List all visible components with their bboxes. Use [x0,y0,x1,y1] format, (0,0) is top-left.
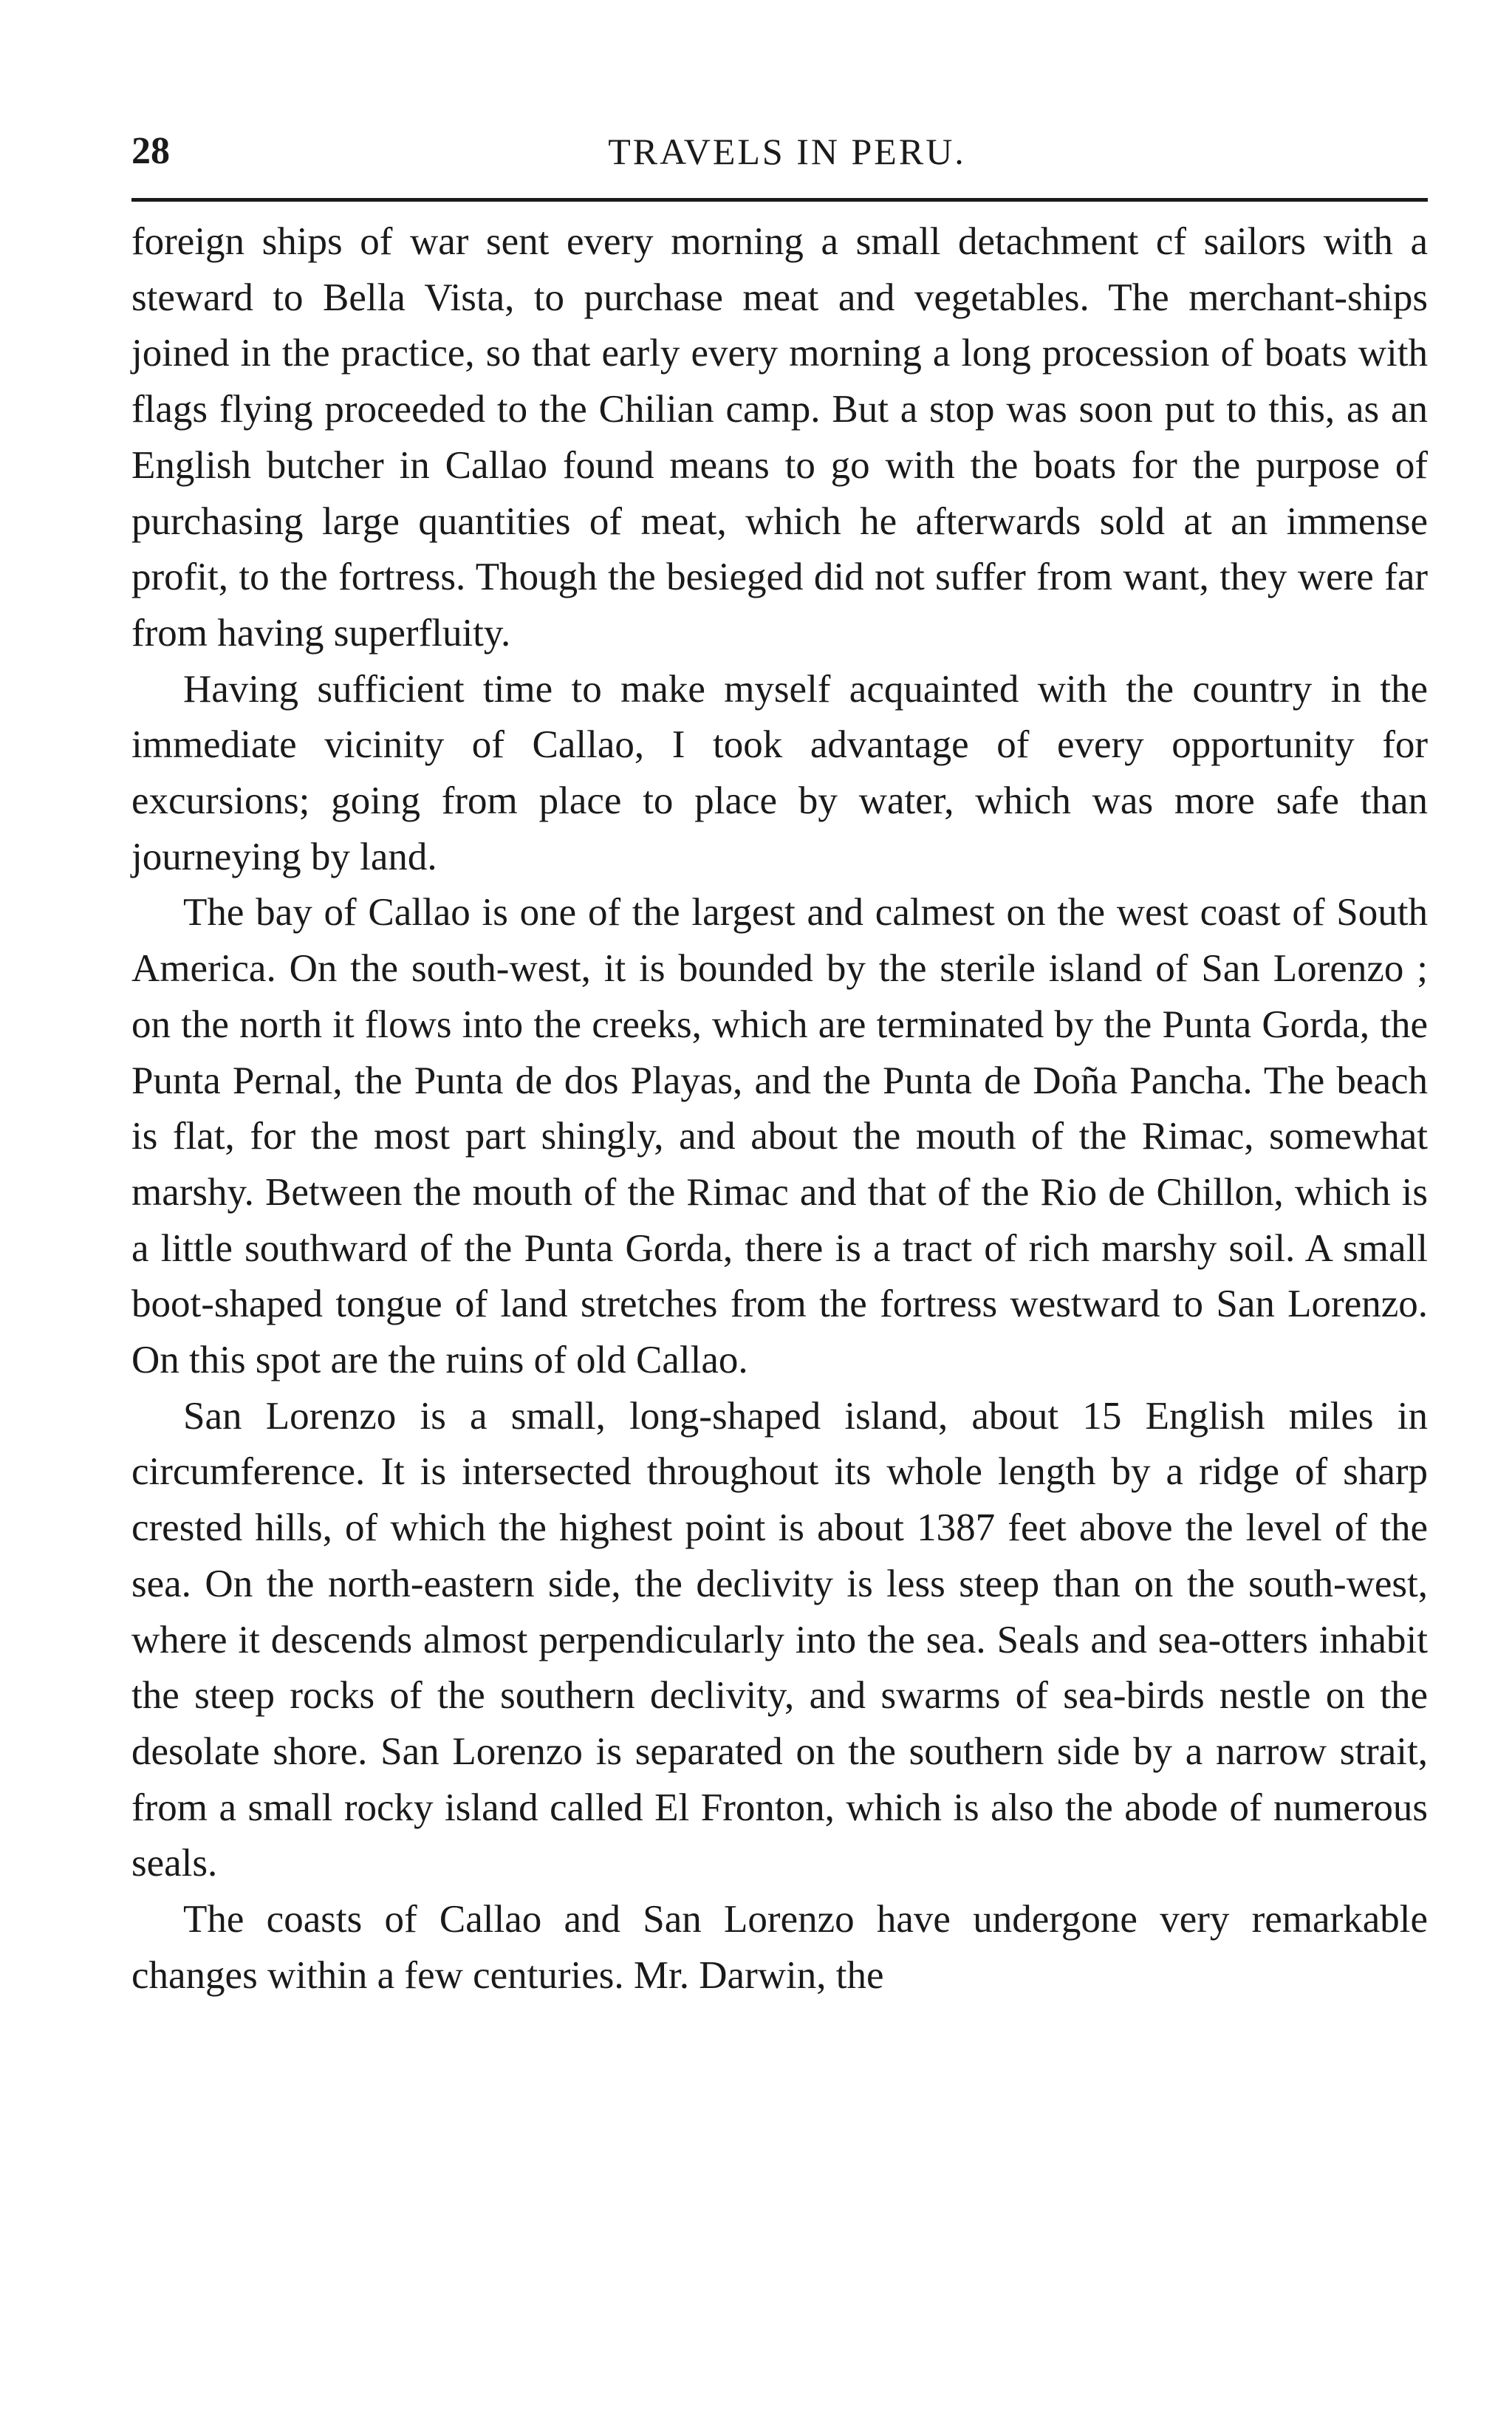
page-header [131,126,1428,177]
paragraph-5: The coasts of Callao and San Lorenzo have undergone very remarkable changes within a few centuries. Mr. Darwin, the [131,1898,1428,1997]
body-text [131,214,1428,2004]
paragraph-4: San Lorenzo is a small, long-shaped island, about 15 English miles in circumference. It is intersected throughout its whole length by a ridge of sharp crested hills, of which the highest point is about 1387 feet above the level of the sea. On the north-eastern side, the declivity is less steep than on the south-west, where it descends almost perpendicularly into the sea. Seals and sea-otters inhabit the steep rocks of the southern declivity, and swarms of sea-birds nestle on the desolate shore. San Lorenzo is separated on the southern side by a narrow strait, from a small rocky island called El Fronton, which is also the abode of numerous seals. [131,1394,1428,1885]
paragraph-2: Having sufficient time to make myself acquainted with the country in the immediate vicinity of Callao, I took advantage of every opportunity for excursions; going from place to place by water, which was more safe than journeying by land. [131,667,1428,878]
paragraph-3: The bay of Callao is one of the largest and calmest on the west coast of South America. On the south-west, it is bounded by the sterile island of San Lorenzo ; on the north it flows into the creeks, which are terminated by the Punta Gorda, the Punta Pernal, the Punta de dos Playas, and the Punta de Doña Pancha. The beach is flat, for the most part shingly, and about the mouth of the Rimac, somewhat marshy. Between the mouth of the Rimac and that of the Rio de Chillon, which is a little southward of the Punta Gorda, there is a tract of rich marshy soil. A small boot-shaped tongue of land stretches from the fortress westward to San Lorenzo. On this spot are the ruins of old Callao. [131,891,1428,1382]
paragraph-1: foreign ships of war sent every morning a small detachment cf sailors with a steward to Bella Vista, to purchase meat and vegetables. The merchant-ships joined in the practice, so that early every morning a long procession of boats with flags flying proceeded to the Chilian camp. But a stop was soon put to this, as an English butcher in Callao found means to go with the boats for the purpose of purchasing large quantities of meat, which he afterwards sold at an immense profit, to the fortress. Though the besieged did not suffer from want, they were far from having superfluity. [131,220,1428,655]
header-rule [131,198,1428,202]
page-number: 28 [131,130,170,172]
running-title: TRAVELS IN PERU. [608,131,966,172]
